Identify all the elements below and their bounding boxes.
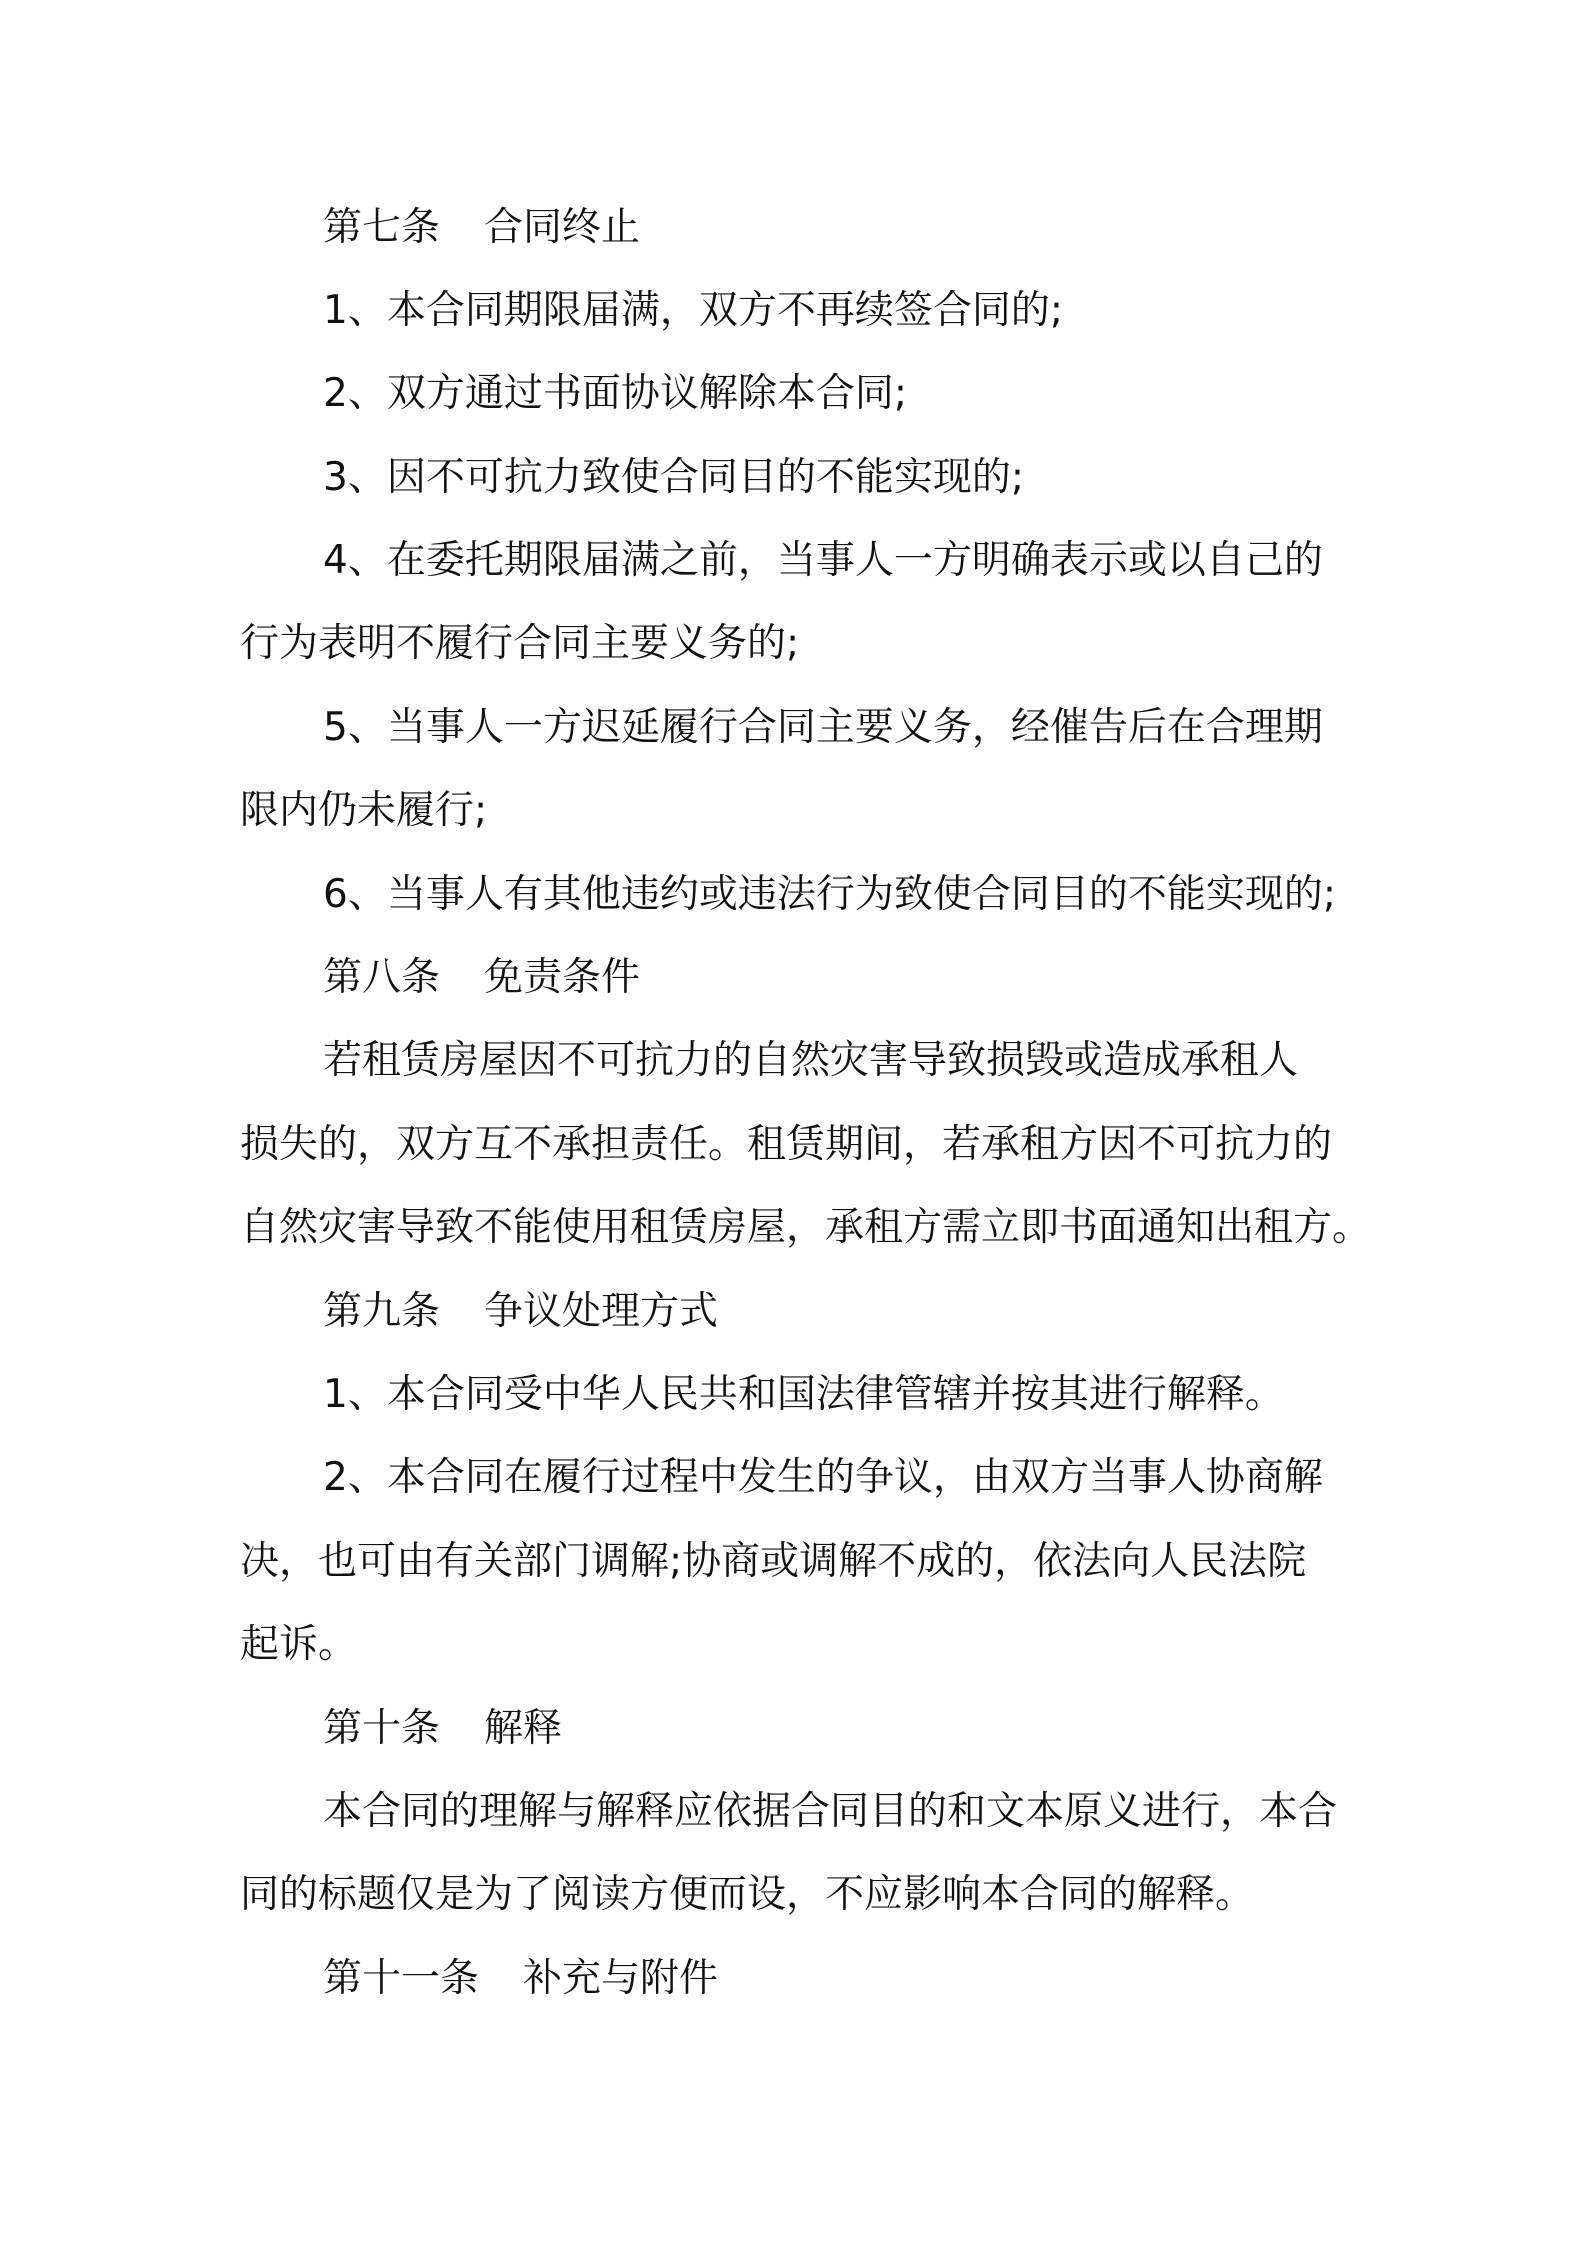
article-8-heading: [323, 954, 1373, 1002]
clause-line: 4、在委托期限届满之前，当事人一方明确表示或以自己的: [323, 538, 1323, 583]
clause-line: 决，也可由有关部门调解;协商或调解不成的，依法向人民法院: [240, 1539, 1307, 1584]
article-number: 第八条: [323, 955, 441, 1000]
clause-line: 本合同的理解与解释应依据合同目的和文本原义进行，本合: [323, 1789, 1338, 1834]
article-11-heading: [323, 1955, 1373, 2003]
article-title: 免责条件: [484, 955, 641, 1000]
article-number: 第九条: [323, 1289, 441, 1334]
article-10-heading: [323, 1705, 1373, 1753]
clause-line: 限内仍未履行;: [240, 788, 488, 833]
clause-line: 行为表明不履行合同主要义务的;: [240, 621, 800, 666]
clause-line: 自然灾害导致不能使用租赁房屋，承租方需立即书面通知出租方。: [240, 1205, 1372, 1250]
article-title: 争议处理方式: [484, 1289, 719, 1334]
clause-line: 2、双方通过书面协议解除本合同;: [323, 371, 907, 416]
clause-line: 1、本合同受中华人民共和国法律管辖并按其进行解释。: [323, 1372, 1284, 1417]
clause-line: 1、本合同期限届满，双方不再续签合同的;: [323, 288, 1063, 333]
clause-line: 损失的，双方互不承担责任。租赁期间，若承租方因不可抗力的: [240, 1122, 1333, 1167]
clause-line: 若租赁房屋因不可抗力的自然灾害导致损毁或造成承租人: [323, 1038, 1299, 1083]
article-number: 第七条: [323, 205, 441, 250]
article-title: 合同终止: [484, 205, 641, 250]
article-number: 第十条: [323, 1706, 441, 1751]
article-title: 解释: [484, 1706, 563, 1751]
clause-line: 3、因不可抗力致使合同目的不能实现的;: [323, 455, 1024, 500]
article-title: 补充与附件: [523, 1956, 719, 2001]
clause-line: 2、本合同在履行过程中发生的争议，由双方当事人协商解: [323, 1455, 1323, 1500]
clause-line: 6、当事人有其他违约或违法行为致使合同目的不能实现的;: [323, 872, 1336, 917]
article-number: 第十一条: [323, 1956, 480, 2001]
clause-line: 起诉。: [240, 1622, 358, 1667]
article-9-heading: [323, 1288, 1373, 1336]
clause-line: 5、当事人一方迟延履行合同主要义务，经催告后在合理期: [323, 705, 1323, 750]
article-7-heading: [323, 204, 1373, 252]
clause-line: 同的标题仅是为了阅读方便而设，不应影响本合同的解释。: [240, 1872, 1255, 1917]
